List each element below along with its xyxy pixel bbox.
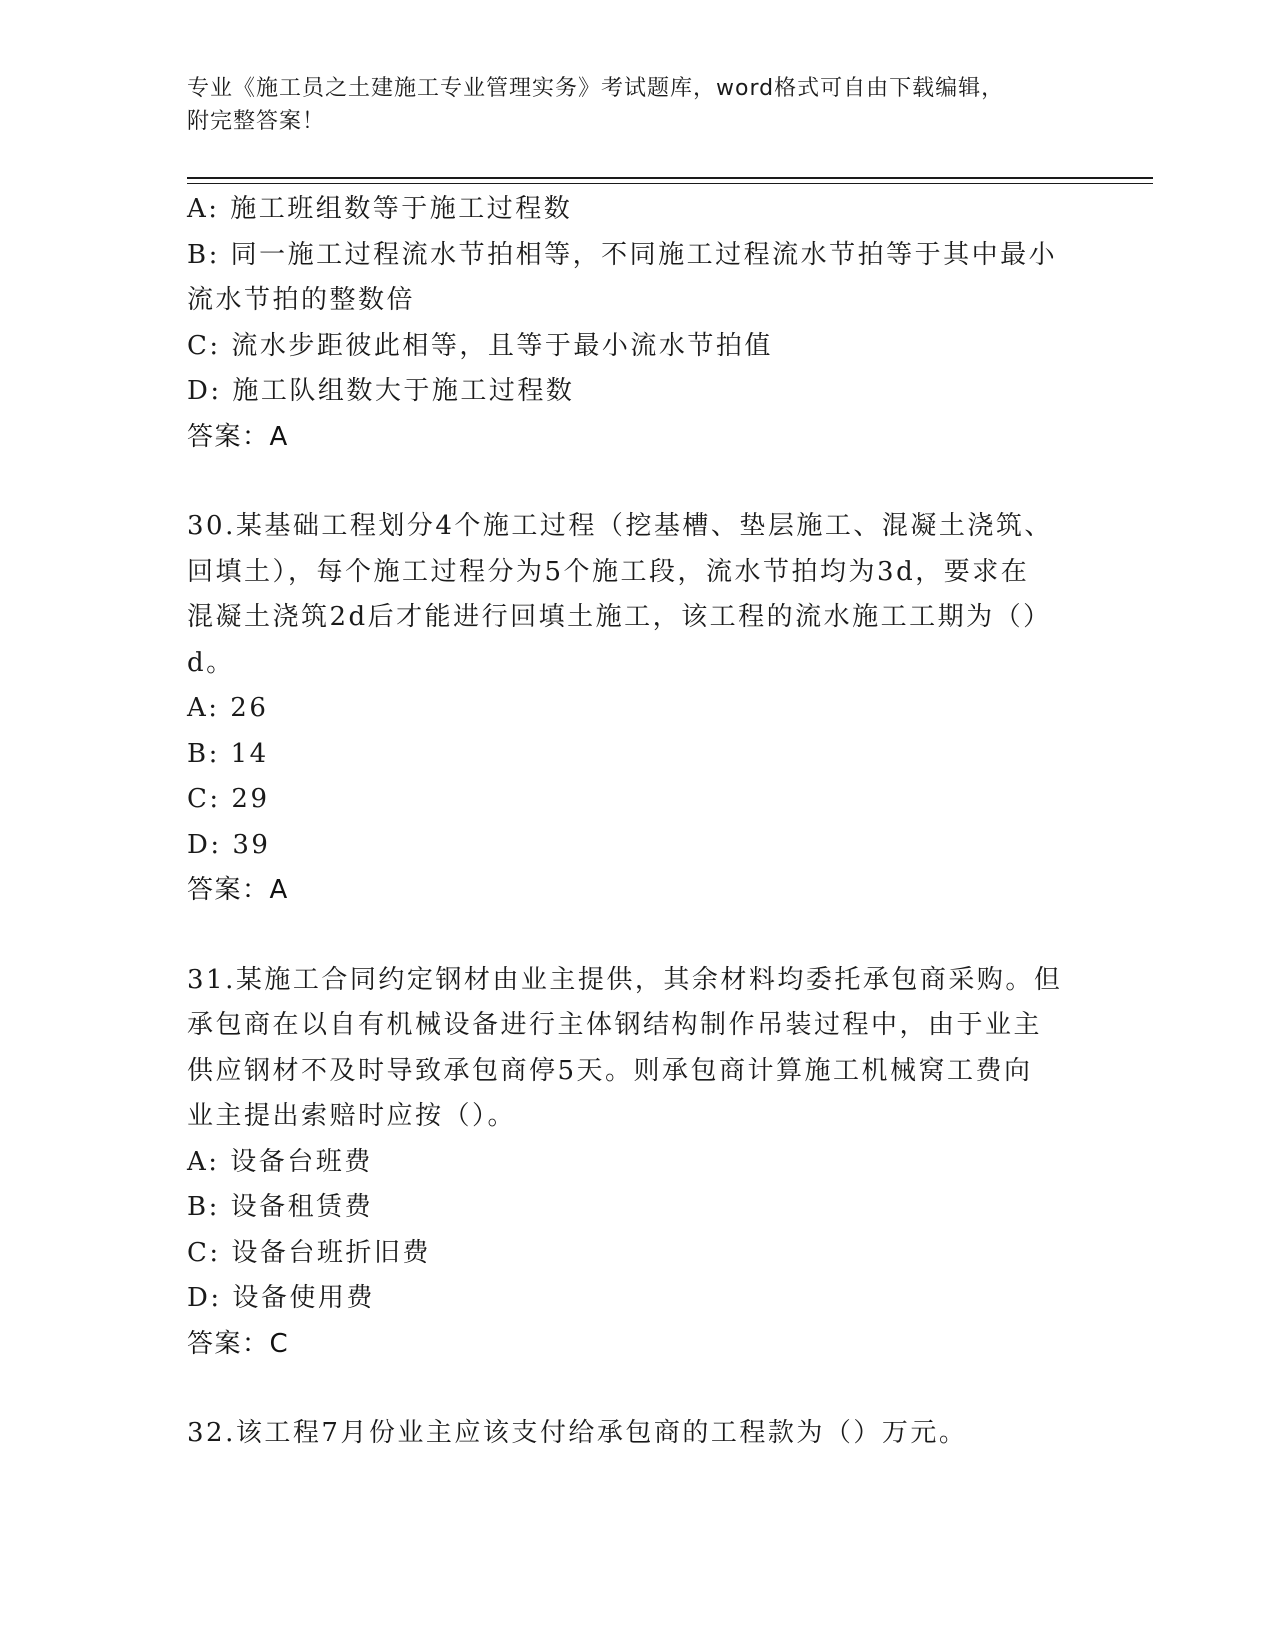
document-header	[187, 72, 1087, 138]
question-stem-line: d。	[187, 647, 235, 678]
option-b-continued: 流水节拍的整数倍	[187, 285, 416, 315]
option-a: A: 设备台班费	[187, 1146, 373, 1177]
header-line-2: 附完整答案！	[187, 109, 326, 134]
option-d: D: 39	[187, 829, 271, 860]
header-divider-thick	[187, 177, 1153, 179]
option-b: B: 14	[187, 738, 269, 769]
answer-line: 答案：A	[187, 421, 289, 452]
question-stem-line: 32.该工程7月份业主应该支付给承包商的工程款为（）万元。	[187, 1418, 968, 1448]
question-31	[187, 958, 1087, 1368]
option-b: B: 同一施工过程流水节拍相等，不同施工过程流水节拍等于其中最小	[187, 239, 1058, 270]
question-stem-line: 承包商在以自有机械设备进行主体钢结构制作吊装过程中，由于业主	[187, 1010, 1043, 1040]
question-32	[187, 1411, 1087, 1457]
answer-line: 答案：A	[187, 875, 289, 905]
question-stem-line: 30.某基础工程划分4个施工过程（挖基槽、垫层施工、混凝土浇筑、	[187, 511, 1053, 541]
document-body	[187, 187, 1087, 1457]
question-spacer	[187, 1367, 1087, 1411]
question-30	[187, 504, 1087, 914]
question-stem-line: 31.某施工合同约定钢材由业主提供，其余材料均委托承包商采购。但	[187, 964, 1063, 995]
question-stem-line: 回填土），每个施工过程分为5个施工段，流水节拍均为3d，要求在	[187, 556, 1030, 587]
question-29	[187, 187, 1087, 460]
option-d: D: 设备使用费	[187, 1283, 375, 1313]
question-spacer	[187, 914, 1087, 958]
question-stem-line: 供应钢材不及时导致承包商停5天。则承包商计算施工机械窝工费向	[187, 1055, 1033, 1086]
option-d: D: 施工队组数大于施工过程数	[187, 376, 575, 406]
option-a: A: 26	[187, 693, 269, 723]
option-c: C: 设备台班折旧费	[187, 1237, 431, 1268]
question-stem-line: 业主提出索赔时应按（）。	[187, 1101, 517, 1131]
question-spacer	[187, 460, 1087, 504]
question-stem-line: 混凝土浇筑2d后才能进行回填土施工，该工程的流水施工工期为（）	[187, 602, 1052, 632]
header-line-1: 专业《施工员之土建施工专业管理实务》考试题库，word格式可自由下载编辑，	[187, 76, 1005, 101]
option-c: C: 流水步距彼此相等，且等于最小流水节拍值	[187, 330, 773, 361]
header-divider-thin	[187, 183, 1153, 184]
option-c: C: 29	[187, 784, 270, 814]
answer-line: 答案：C	[187, 1328, 290, 1359]
option-a: A: 施工班组数等于施工过程数	[187, 194, 573, 224]
option-b: B: 设备租赁费	[187, 1192, 374, 1222]
